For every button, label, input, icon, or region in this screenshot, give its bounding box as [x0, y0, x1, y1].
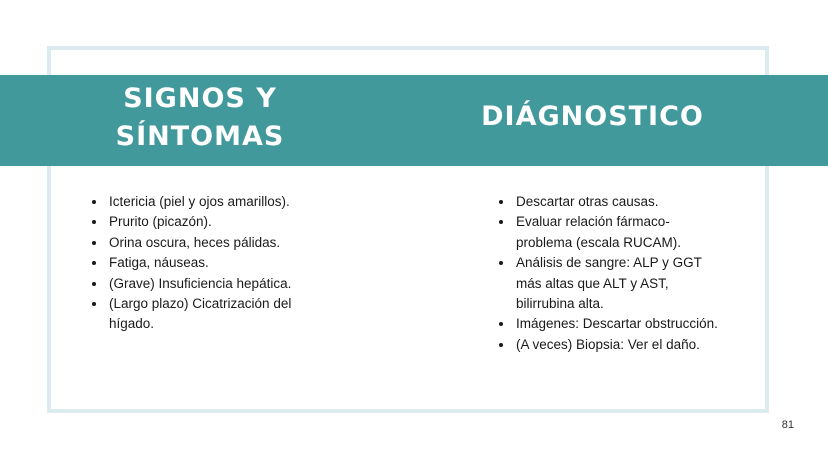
list-item: • (Largo plazo) Cicatrización del hígado.: [107, 294, 312, 335]
list-item: • Evaluar relación fármaco-problema (escala RUCAM).: [514, 212, 724, 253]
symptoms-heading: SIGNOS Y SÍNTOMAS: [115, 83, 285, 152]
list-item: • Orina oscura, heces pálidas.: [107, 233, 312, 253]
list-item: • Análisis de sangre: ALP y GGT más altas que ALT y AST, bilirrubina alta.: [514, 253, 724, 314]
list-item: • Fatiga, náuseas.: [107, 253, 312, 273]
symptoms-list: [90, 192, 312, 335]
diagnosis-heading: DIÁGNOSTICO: [481, 101, 704, 132]
list-item: • (Grave) Insuficiencia hepática.: [107, 274, 312, 294]
list-item: • Ictericia (piel y ojos amarillos).: [107, 192, 312, 212]
diagnosis-list: [497, 192, 724, 355]
list-item: • (A veces) Biopsia: Ver el daño.: [514, 335, 724, 355]
page-number: 81: [781, 419, 794, 431]
list-item: • Imágenes: Descartar obstrucción.: [514, 314, 724, 334]
list-item: • Prurito (picazón).: [107, 212, 312, 232]
list-item: • Descartar otras causas.: [514, 192, 724, 212]
